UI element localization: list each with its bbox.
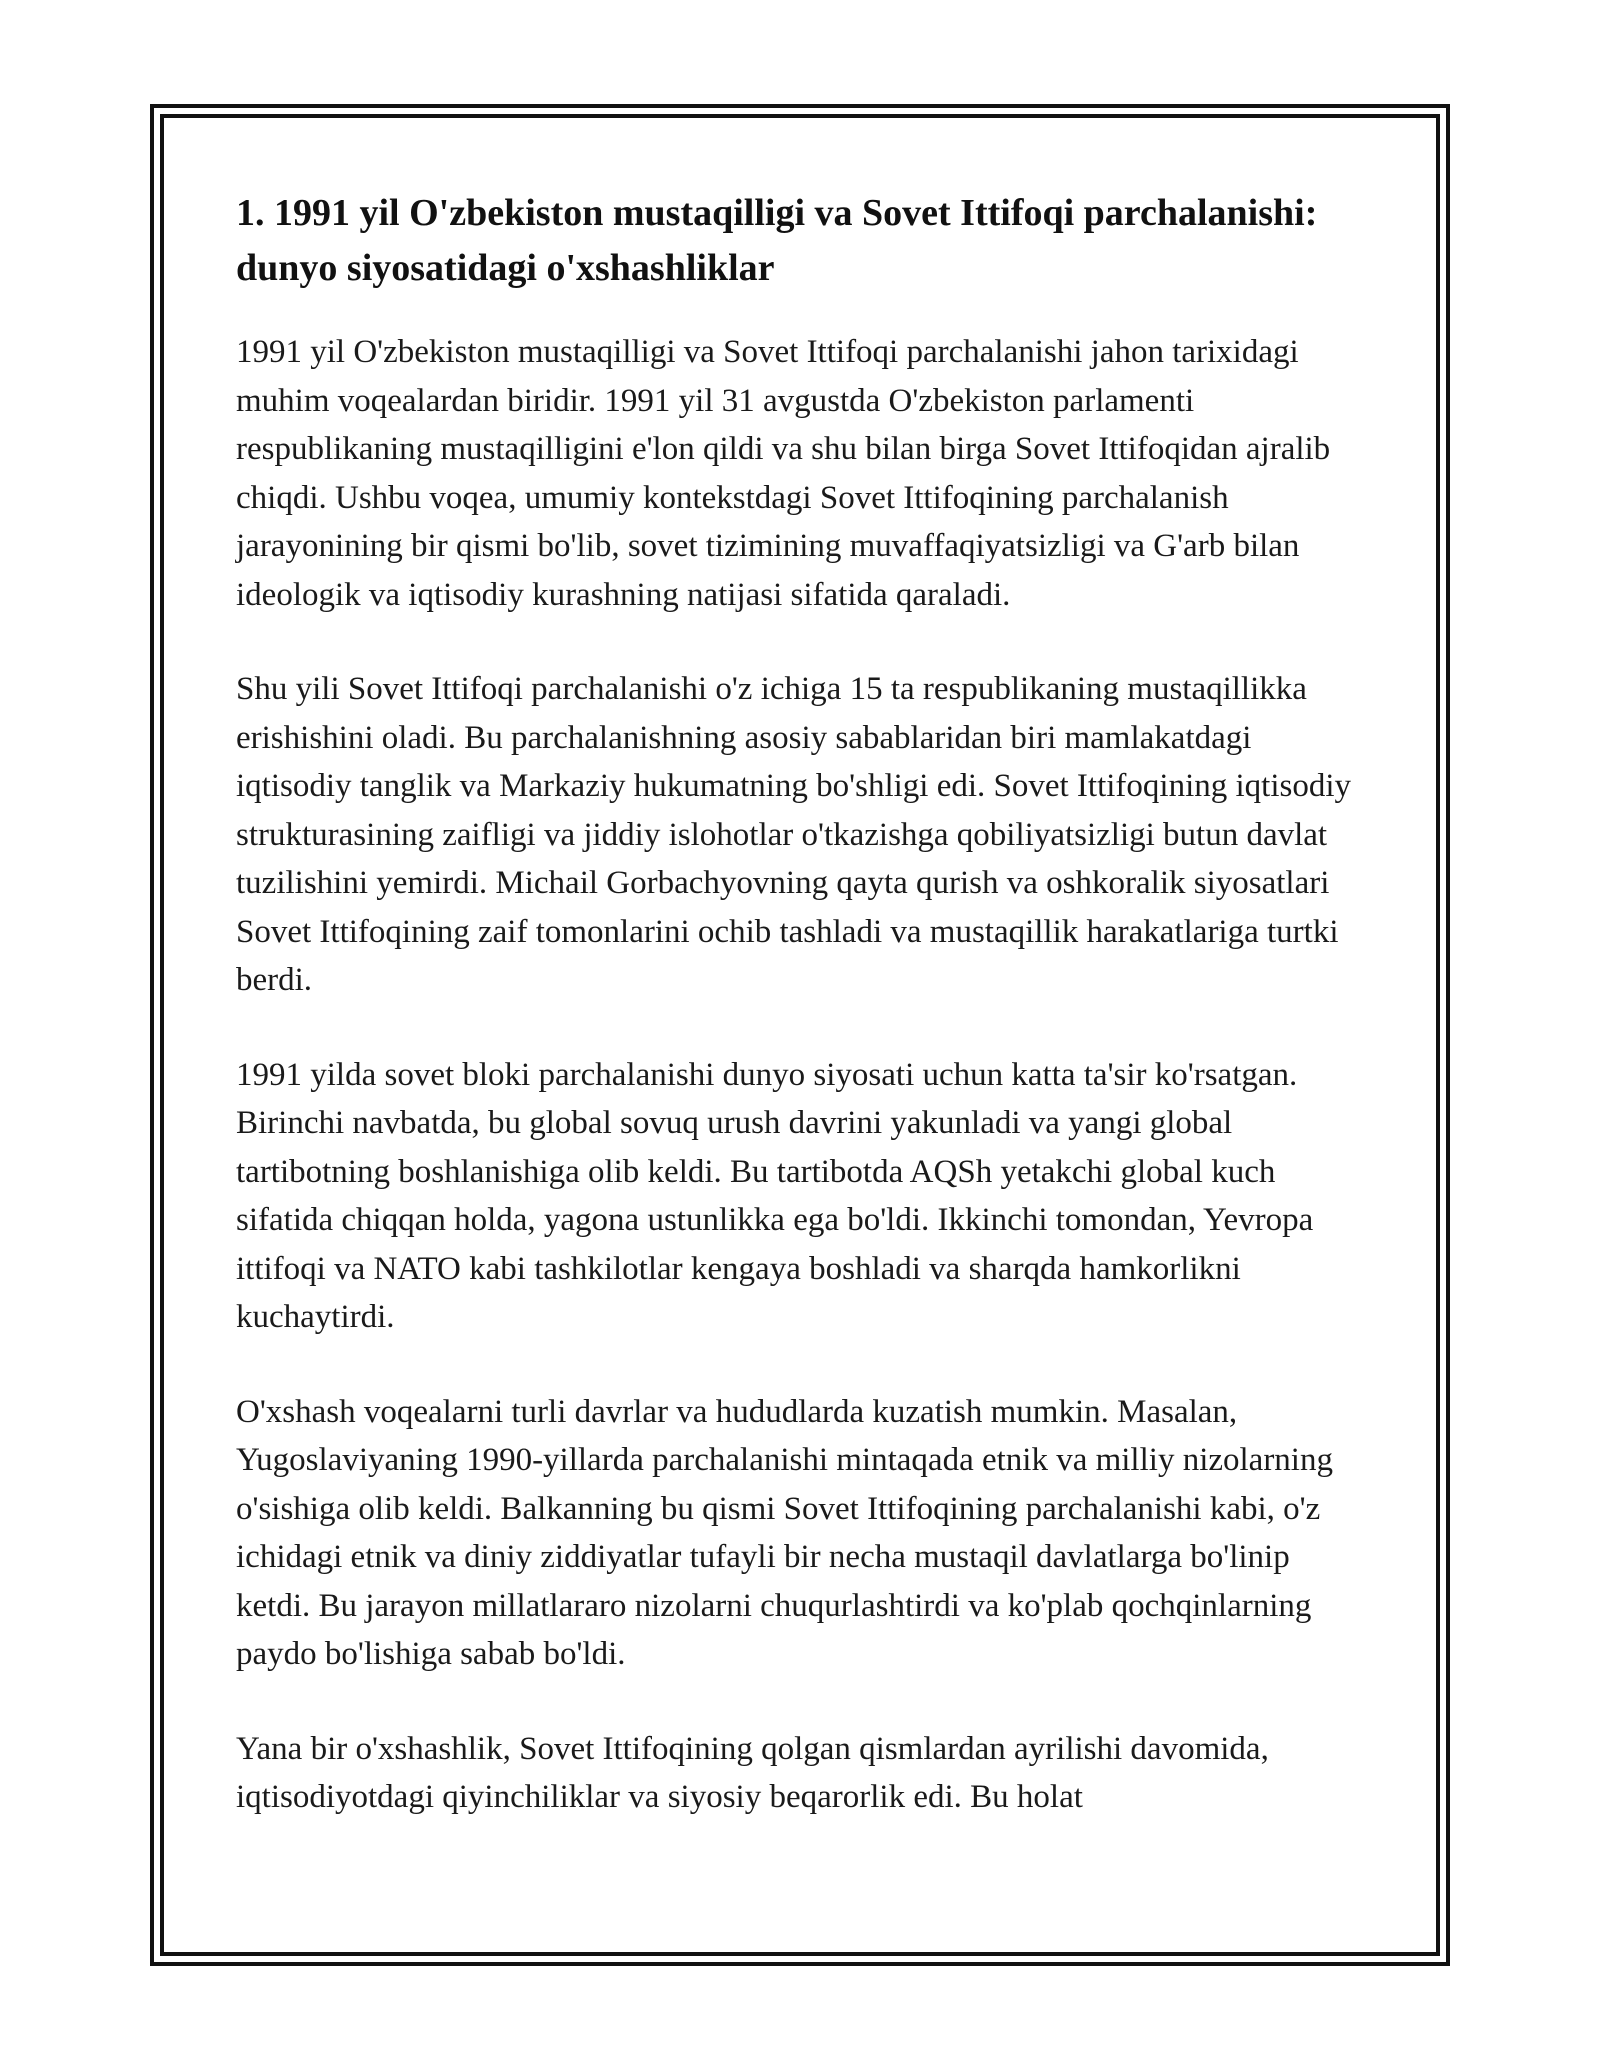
paragraph-3: 1991 yilda sovet bloki parchalanishi dunyo siyosati uchun katta ta'sir ko'rsatgan. Birinchi navbatda, bu global sovuq urush davrini yakunladi va yangi global tartibotning boshlanishiga olib keldi. Bu tartibotda AQSh yetakchi global kuch sifatida chiqqan holda, yagona ustunlikka ega bo'ldi. Ikkinchi tomondan, Yevropa ittifoqi va NATO kabi tashkilotlar kengaya boshladi va sharqda hamkorlikni kuchaytirdi. xyxy=(236,1056,1314,1335)
paragraph-5: Yana bir o'xshashlik, Sovet Ittifoqining qolgan qismlardan ayrilishi davomida, iqtisodiyotdagi qiyinchiliklar va siyosiy beqarorlik edi. Bu holat xyxy=(236,1730,1269,1815)
document-title: 1. 1991 yil O'zbekiston mustaqilligi va Sovet Ittifoqi parchalanishi: dunyo siyosatidagi o'xshashliklar xyxy=(236,192,1318,289)
paragraph-4: O'xshash voqealarni turli davrlar va hududlarda kuzatish mumkin. Masalan, Yugoslaviyaning 1990-yillarda parchalanishi mintaqada etnik va milliy nizolarning o'sishiga olib keldi. Balkanning bu qismi Sovet Ittifoqining parchalanishi kabi, o'z ichidagi etnik va diniy ziddiyatlar tufayli bir necha mustaqil davlatlarga bo'linip ketdi. Bu jarayon millatlararo nizolarni chuqurlashtirdi va ko'plab qochqinlarning paydo bo'lishiga sabab bo'ldi. xyxy=(236,1393,1333,1672)
document-body xyxy=(236,186,1366,1822)
paragraph-2: Shu yili Sovet Ittifoqi parchalanishi o'z ichiga 15 ta respublikaning mustaqillikka erishishini oladi. Bu parchalanishning asosiy sabablaridan biri mamlakatdagi iqtisodiy tanglik va Markaziy hukumatning bo'shligi edi. Sovet Ittifoqining iqtisodiy strukturasining zaifligi va jiddiy islohotlar o'tkazishga qobiliyatsizligi butun davlat tuzilishini yemirdi. Michail Gorbachyovning qayta qurish va oshkoralik siyosatlari Sovet Ittifoqining zaif tomonlarini ochib tashladi va mustaqillik harakatlariga turtki berdi. xyxy=(236,671,1352,998)
paragraph-1: 1991 yil O'zbekiston mustaqilligi va Sovet Ittifoqi parchalanishi jahon tarixidagi muhim voqealardan biridir. 1991 yil 31 avgustda O'zbekiston parlamenti respublikaning mustaqilligini e'lon qildi va shu bilan birga Sovet Ittifoqidan ajralib chiqdi. Ushbu voqea, umumiy kontekstdagi Sovet Ittifoqining parchalanish jarayonining bir qismi bo'lib, sovet tizimining muvaffaqiyatsizligi va G'arb bilan ideologik va iqtisodiy kurashning natijasi sifatida qaraladi. xyxy=(236,334,1331,613)
